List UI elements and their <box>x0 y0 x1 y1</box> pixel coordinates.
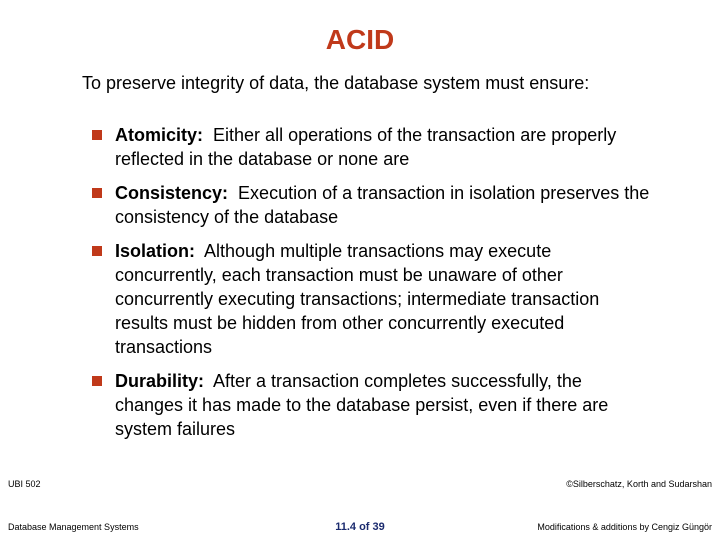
square-bullet-icon <box>92 376 102 386</box>
bullet-text: Although multiple transactions may execute concurrently, each transaction must be unaware of other concurrently executing transactions; intermediate transaction results must be hidden from other concurrently executed transactions <box>115 241 600 357</box>
intro-text: To preserve integrity of data, the database system must ensure: <box>82 73 590 93</box>
bullet-text: Execution of a transaction in isolation preserves the consistency of the database <box>115 183 650 227</box>
bullet-text: After a transaction completes successfully, the changes it has made to the database persist, even if there are system failures <box>115 371 609 439</box>
bullet-isolation <box>92 239 652 359</box>
bullet-list <box>92 123 652 451</box>
bullet-term: Atomicity: <box>115 125 204 145</box>
bullet-consistency <box>92 181 652 229</box>
bullet-text: Either all operations of the transaction are properly reflected in the database or none are <box>115 125 617 169</box>
bullet-durability <box>92 369 652 441</box>
footer-modifications: Modifications & additions by Cengiz Güngör <box>537 522 712 532</box>
footer-course: UBI 502 <box>8 479 41 489</box>
footer-copyright: ©Silberschatz, Korth and Sudarshan <box>566 479 712 489</box>
square-bullet-icon <box>92 130 102 140</box>
square-bullet-icon <box>92 188 102 198</box>
footer-book-title: Database Management Systems <box>8 522 139 532</box>
page-number: 11.4 of 39 <box>335 521 385 533</box>
bullet-atomicity <box>92 123 652 171</box>
bullet-term: Durability: <box>115 371 205 391</box>
bullet-term: Isolation: <box>115 241 195 261</box>
square-bullet-icon <box>92 246 102 256</box>
bullet-term: Consistency: <box>115 183 229 203</box>
slide-title: ACID <box>325 24 395 55</box>
